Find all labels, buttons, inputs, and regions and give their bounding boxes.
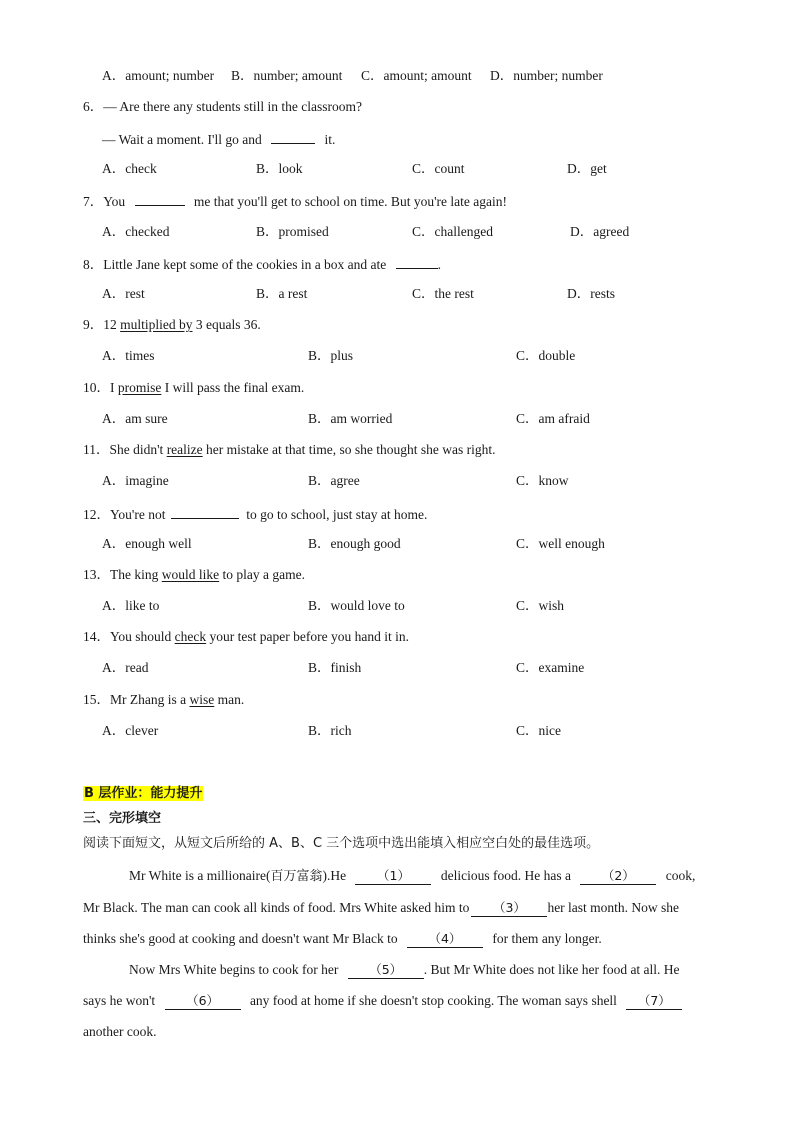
q12-stem (83, 504, 427, 524)
q15-option-c[interactable]: C．nice (516, 723, 561, 738)
q10-option-c[interactable]: C．am afraid (516, 411, 590, 426)
cloze-gap-1[interactable]: （1） (355, 868, 431, 885)
q5-option-b[interactable]: B．number; amount (231, 68, 343, 83)
q12-stem-b: to go to school, just stay at home. (246, 507, 428, 522)
q14-stem (83, 628, 409, 646)
passage-text: Mr Black. The man can cook all kinds of food. Mrs White asked him to (83, 900, 470, 915)
q10-underlined-word: promise (117, 380, 162, 395)
q8-stem-a: 8．Little Jane kept some of the cookies in a box and ate (83, 257, 387, 272)
cloze-gap-5[interactable]: （5） (348, 962, 424, 979)
q13-underlined-word: would like (161, 567, 220, 582)
q13-option-a[interactable]: A．like to (102, 598, 160, 613)
q8-stem-b: . (437, 257, 442, 272)
q5-option-a[interactable]: A．amount; number (102, 68, 215, 83)
q15-option-a[interactable]: A．clever (102, 723, 159, 738)
q15-stem (83, 691, 244, 709)
passage-p2-line1 (129, 961, 680, 979)
passage-text: . But Mr White does not like her food at all. He (423, 962, 680, 977)
passage-text: cook, (665, 868, 696, 883)
q15-stem-b: man. (217, 692, 245, 707)
cloze-gap-7[interactable]: （7） (626, 993, 682, 1010)
q6-blank[interactable] (271, 129, 315, 144)
q9-option-a[interactable]: A．times (102, 348, 155, 363)
q13-stem (83, 566, 305, 584)
q6-option-b[interactable]: B．look (256, 161, 303, 176)
q11-stem-b: her mistake at that time, so she thought she was right. (206, 442, 496, 457)
part-three-heading: 三、完形填空 (83, 811, 162, 826)
q13-option-c[interactable]: C．wish (516, 598, 565, 613)
q7-option-c[interactable]: C．challenged (412, 224, 493, 239)
q12-blank[interactable] (171, 504, 239, 519)
passage-text: ).He (322, 868, 347, 883)
q15-stem-a: 15．Mr Zhang is a (83, 692, 187, 707)
q9-stem (83, 316, 261, 334)
q7-blank[interactable] (135, 191, 185, 206)
q11-option-a[interactable]: A．imagine (102, 473, 169, 488)
q6-option-a[interactable]: A．check (102, 161, 157, 176)
cloze-gap-4[interactable]: （4） (407, 931, 483, 948)
cloze-gap-3[interactable]: （3） (471, 900, 547, 917)
cloze-instruction: 阅读下面短文，从短文后所给的 A、B、C 三个选项中选出能填入相应空白处的最佳选项。 (83, 836, 600, 851)
q12-option-a[interactable]: A．enough well (102, 536, 192, 551)
q8-stem (83, 254, 441, 274)
passage-text: Now Mrs White begins to cook for her (129, 962, 339, 977)
q8-option-b[interactable]: B．a rest (256, 286, 308, 301)
q14-underlined-word: check (174, 629, 207, 644)
q8-blank[interactable] (396, 254, 438, 269)
q9-underlined-word: multiplied by (120, 317, 193, 332)
q6-option-c[interactable]: C．count (412, 161, 465, 176)
q5-option-c[interactable]: C．amount; amount (361, 68, 472, 83)
q6-line2 (102, 129, 335, 149)
q15-option-b[interactable]: B．rich (308, 723, 352, 738)
q6-option-d[interactable]: D．get (567, 161, 607, 176)
q10-option-b[interactable]: B．am worried (308, 411, 393, 426)
passage-text: Mr White is a millionaire( (129, 868, 271, 883)
q7-stem-a: 7．You (83, 194, 126, 209)
q13-stem-a: 13．The king (83, 567, 159, 582)
q11-underlined-word: realize (166, 442, 203, 457)
q7-stem (83, 191, 507, 211)
q13-stem-b: to play a game. (222, 567, 305, 582)
passage-text: for them any longer. (492, 931, 602, 946)
q9-option-b[interactable]: B．plus (308, 348, 354, 363)
q6-stem: 6．— Are there any students still in the classroom? (83, 99, 362, 114)
q6-line2-text-a: — Wait a moment. I'll go and (102, 132, 262, 147)
q13-option-b[interactable]: B．would love to (308, 598, 405, 613)
passage-p1-line3 (83, 930, 602, 948)
q8-option-a[interactable]: A．rest (102, 286, 145, 301)
passage-text: thinks she's good at cooking and doesn't want Mr Black to (83, 931, 398, 946)
q7-option-d[interactable]: D．agreed (570, 224, 630, 239)
q14-option-c[interactable]: C．examine (516, 660, 585, 675)
section-b-heading (83, 784, 203, 803)
section-b-label: B 层作业：能力提升 (84, 786, 203, 801)
q9-stem-b: 3 equals 36. (195, 317, 261, 332)
q10-stem (83, 379, 304, 397)
q12-option-b[interactable]: B．enough good (308, 536, 401, 551)
passage-p1-line2 (83, 899, 679, 917)
q14-option-a[interactable]: A．read (102, 660, 149, 675)
q15-underlined-word: wise (189, 692, 215, 707)
q7-stem-b: me that you'll get to school on time. But you're late again! (193, 194, 507, 209)
passage-text: any food at home if she doesn't stop cooking. The woman says shell (249, 993, 617, 1008)
q12-stem-a: 12．You're not (83, 507, 166, 522)
q9-stem-a: 9．12 (83, 317, 117, 332)
passage-p2-line3: another cook. (83, 1024, 157, 1039)
q5-option-d[interactable]: D．number; number (490, 68, 603, 83)
q10-stem-b: I will pass the final exam. (164, 380, 305, 395)
cloze-gap-2[interactable]: （2） (580, 868, 656, 885)
passage-text: delicious food. He has a (440, 868, 571, 883)
q11-option-c[interactable]: C．know (516, 473, 569, 488)
q10-option-a[interactable]: A．am sure (102, 411, 168, 426)
passage-p2-line2 (83, 992, 682, 1010)
q8-option-d[interactable]: D．rests (567, 286, 615, 301)
q7-option-a[interactable]: A．checked (102, 224, 170, 239)
q6-line2-text-b: it. (324, 132, 336, 147)
passage-text: her last month. Now she (547, 900, 680, 915)
cloze-gap-6[interactable]: （6） (165, 993, 241, 1010)
q10-stem-a: 10．I (83, 380, 115, 395)
q14-stem-b: your test paper before you hand it in. (209, 629, 409, 644)
q11-stem (83, 441, 495, 459)
q14-stem-a: 14．You should (83, 629, 172, 644)
q11-stem-a: 11．She didn't (83, 442, 164, 457)
passage-text: says he won't (83, 993, 156, 1008)
q12-option-c[interactable]: C．well enough (516, 536, 605, 551)
passage-chinese-gloss: 百万富翁 (270, 869, 323, 884)
q9-option-c[interactable]: C．double (516, 348, 576, 363)
q14-option-b[interactable]: B．finish (308, 660, 362, 675)
passage-p1-line1 (129, 867, 695, 886)
q7-option-b[interactable]: B．promised (256, 224, 329, 239)
q8-option-c[interactable]: C．the rest (412, 286, 474, 301)
q11-option-b[interactable]: B．agree (308, 473, 360, 488)
